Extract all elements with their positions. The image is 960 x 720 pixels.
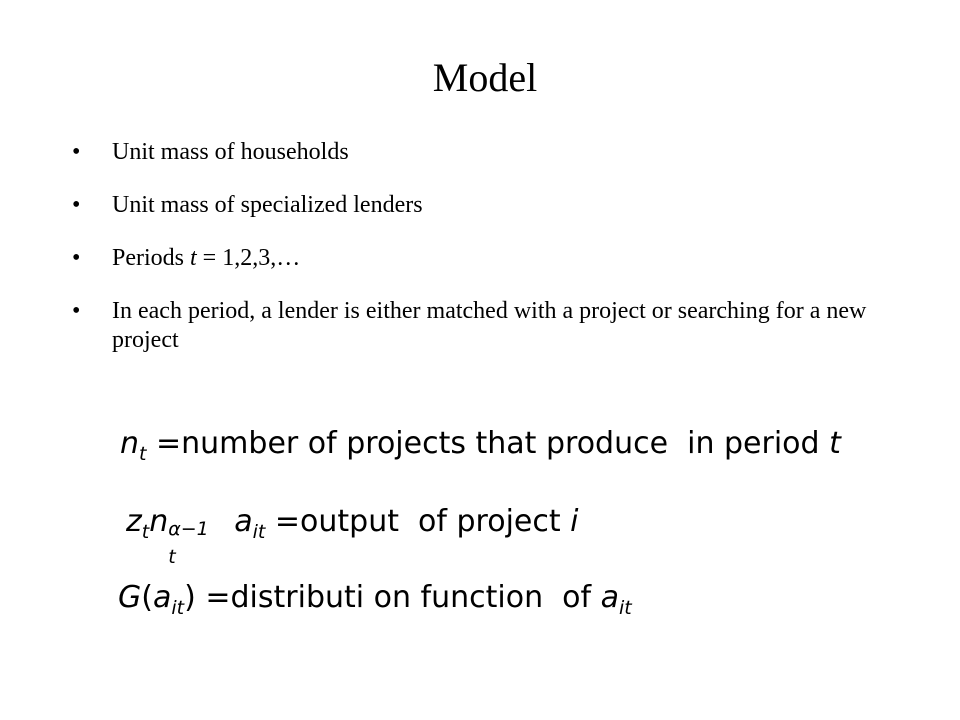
eq-var-a: a — [152, 580, 172, 615]
eq-sub-t: t — [141, 521, 150, 543]
eq-sub-it: it — [252, 521, 266, 543]
eq-var-G: G — [118, 580, 142, 615]
eq-sup-alpha: α−1 — [168, 518, 209, 540]
equation-distribution-function — [118, 578, 632, 618]
eq-paren-close: ) — [184, 580, 196, 615]
eq-var-n: n — [120, 426, 140, 461]
bullet-item — [72, 244, 892, 273]
bullet-list — [72, 138, 892, 379]
bullet-text: Unit mass of specialized lenders — [112, 192, 423, 218]
eq-sub-it: it — [171, 597, 185, 619]
eq-var-n: n — [149, 504, 169, 539]
eq-rhs-text: number of projects that produce in period — [181, 426, 830, 461]
eq-rhs-var: i — [570, 504, 579, 539]
eq-equals: = — [205, 580, 231, 615]
eq-equals: = — [156, 426, 182, 461]
eq-sub-t: t — [168, 546, 176, 568]
bullet-text: In each period, a lender is either matched with a project or searching for a new project — [112, 298, 867, 353]
eq-paren-open: ( — [141, 580, 153, 615]
bullet-prefix: Periods — [112, 245, 190, 271]
eq-var-z: z — [126, 504, 142, 539]
bullet-item — [72, 297, 892, 355]
equation-project-output — [126, 502, 579, 568]
eq-equals: = — [274, 504, 301, 539]
period-variable: t — [190, 245, 197, 271]
equation-projects-producing — [120, 424, 841, 464]
bullet-item — [72, 138, 892, 167]
eq-rhs-var: t — [829, 426, 841, 461]
slide-title: Model — [432, 55, 538, 100]
eq-rhs-var: a — [600, 580, 619, 615]
bullet-dot-icon: • — [72, 139, 81, 165]
bullet-item — [72, 191, 892, 220]
bullet-dot-icon: • — [72, 298, 81, 324]
eq-var-a: a — [234, 504, 253, 539]
eq-rhs-text: distributi on function of — [230, 580, 601, 615]
eq-rhs-sub: it — [619, 597, 632, 619]
bullet-dot-icon: • — [72, 192, 81, 218]
bullet-dot-icon: • — [72, 245, 81, 271]
bullet-text — [112, 245, 300, 271]
bullet-suffix: = 1,2,3,… — [196, 245, 301, 271]
eq-rhs-text: output of project — [300, 504, 571, 539]
bullet-text: Unit mass of households — [112, 139, 349, 165]
eq-sub-t: t — [139, 443, 147, 465]
